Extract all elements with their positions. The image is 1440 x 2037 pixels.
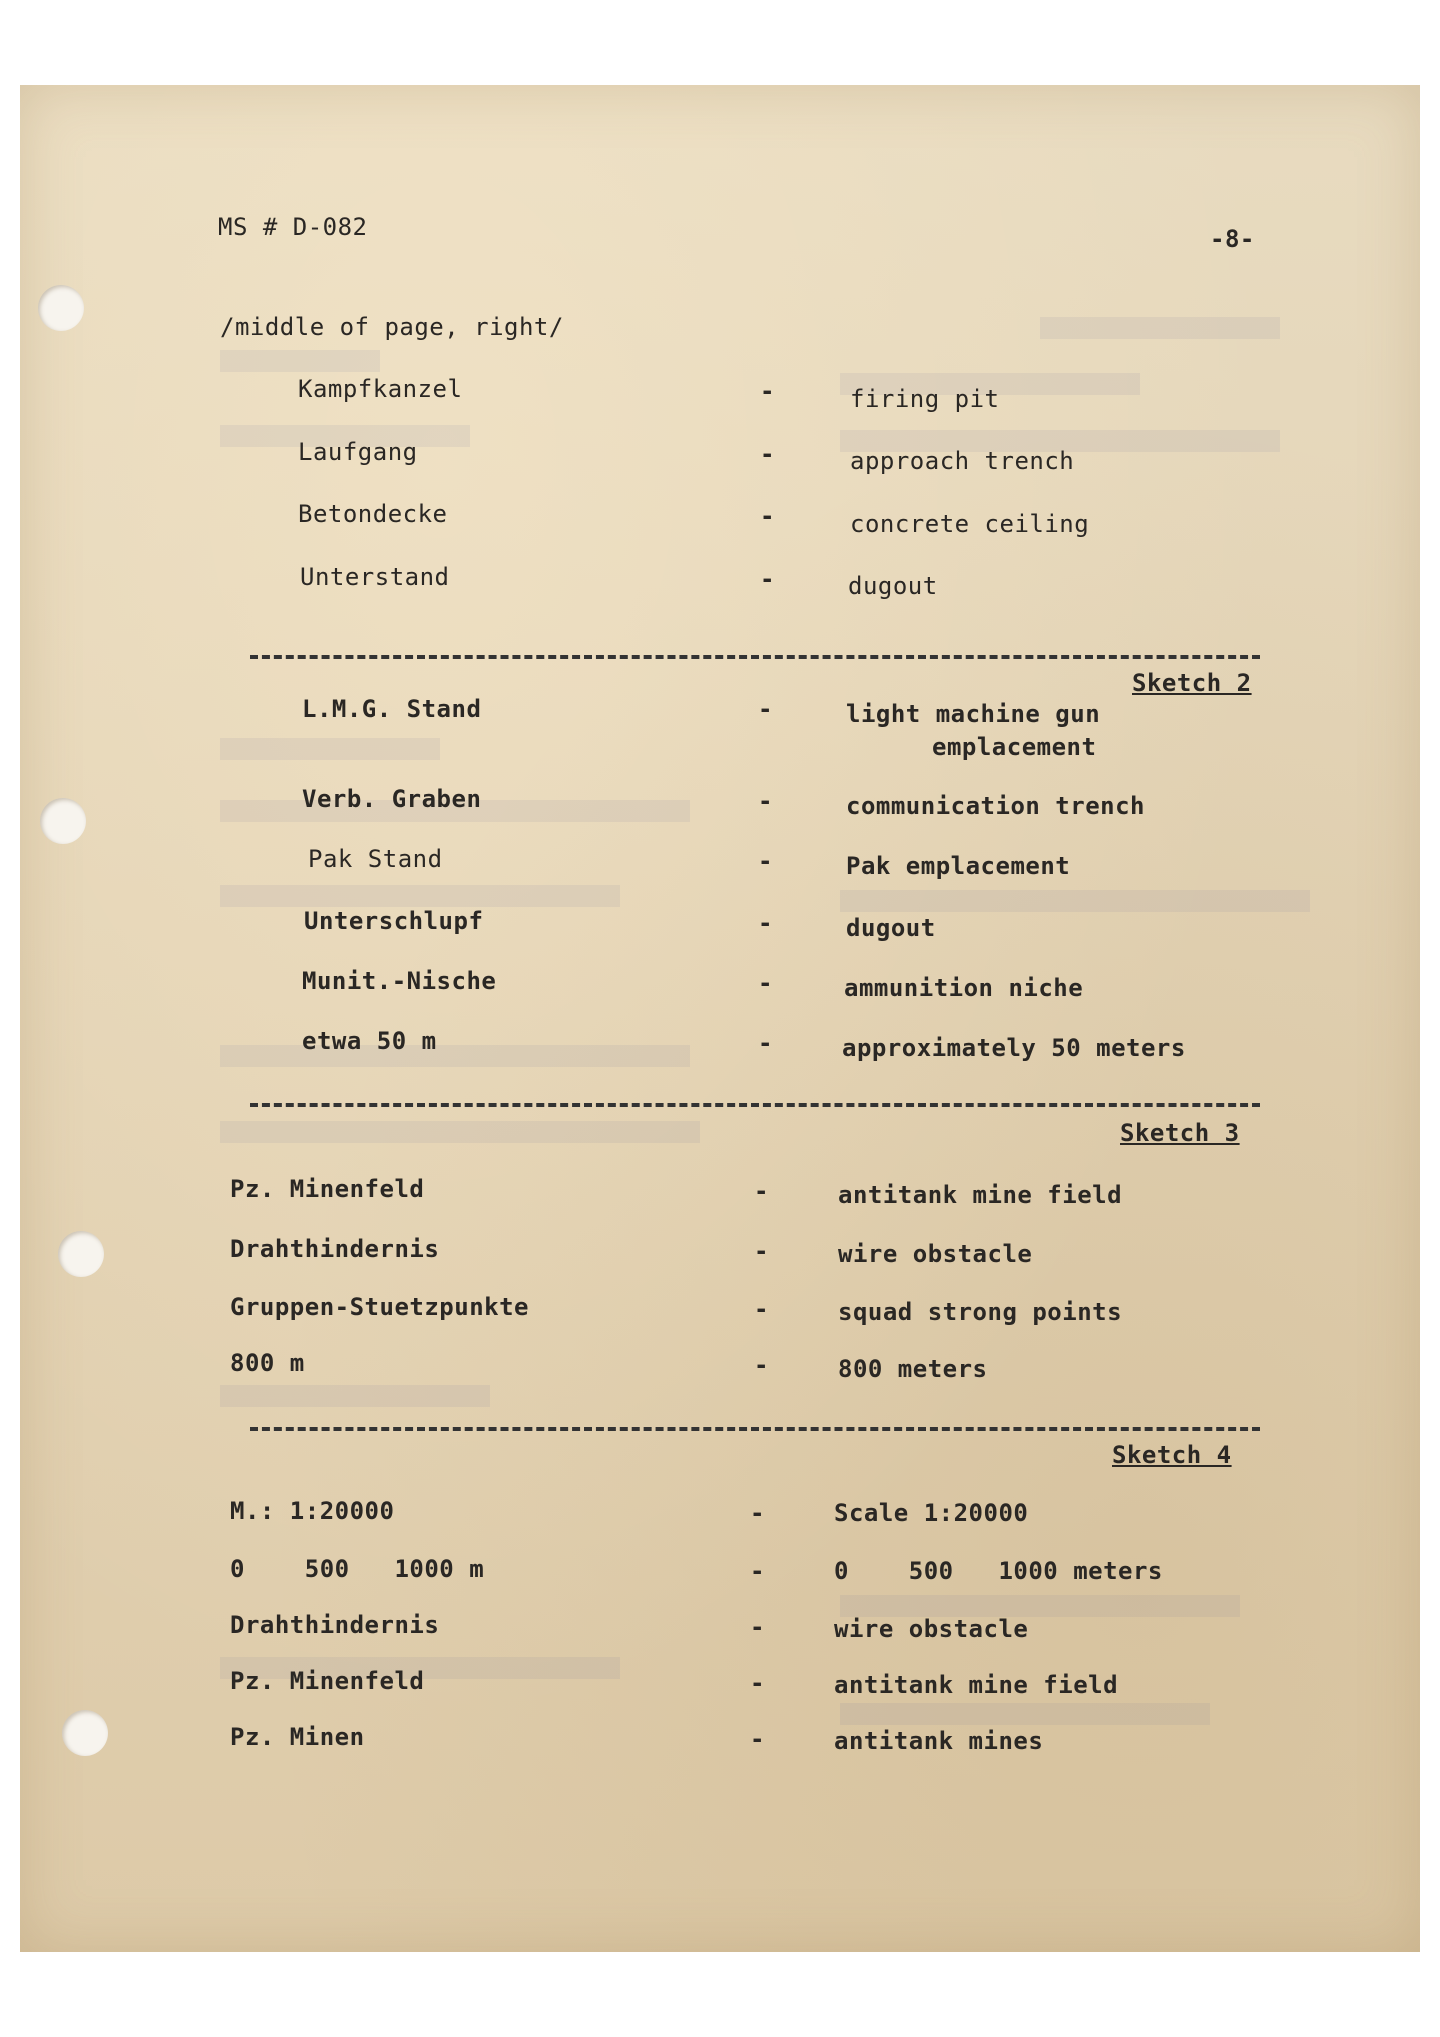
english-term: approach trench [850, 447, 1075, 475]
english-term: antitank mines [834, 1727, 1044, 1755]
row-dash: - [758, 695, 773, 723]
sketch-4-title: Sketch 4 [1112, 1441, 1232, 1469]
row-dash: - [758, 847, 773, 875]
german-term: Unterstand [300, 563, 450, 591]
row-dash: - [754, 1237, 769, 1265]
position-note: /middle of page, right/ [220, 313, 564, 341]
bleed-through-block-13 [840, 1595, 1240, 1617]
german-term: Pz. Minenfeld [230, 1175, 425, 1203]
english-term: squad strong points [838, 1298, 1123, 1326]
german-term: 800 m [230, 1349, 305, 1377]
section-separator [250, 655, 1260, 659]
bleed-through-block-8 [220, 885, 620, 907]
bleed-through-block-6 [220, 738, 440, 760]
row-dash: - [758, 969, 773, 997]
row-dash: - [750, 1499, 765, 1527]
english-term: ammunition niche [844, 974, 1084, 1002]
german-term: etwa 50 m [302, 1027, 437, 1055]
english-term: concrete ceiling [850, 510, 1090, 538]
row-dash: - [750, 1725, 765, 1753]
german-term: Pz. Minen [230, 1723, 365, 1751]
german-term: 0 500 1000 m [230, 1555, 485, 1583]
german-term: Drahthindernis [230, 1235, 440, 1263]
english-term: dugout [848, 572, 938, 600]
english-term: communication trench [846, 792, 1145, 820]
row-dash: - [760, 440, 775, 468]
bleed-through-block-1 [1040, 317, 1280, 339]
english-term: approximately 50 meters [842, 1034, 1186, 1062]
ms-number: MS # D-082 [218, 213, 368, 241]
row-dash: - [760, 565, 775, 593]
row-dash: - [758, 909, 773, 937]
english-term: light machine gun [846, 700, 1101, 728]
document-page [20, 85, 1420, 1952]
row-dash: - [758, 787, 773, 815]
german-term: Unterschlupf [304, 907, 484, 935]
german-term: Verb. Graben [302, 785, 482, 813]
page-number: -8- [1210, 225, 1255, 253]
german-term: Laufgang [298, 438, 418, 466]
german-term: M.: 1:20000 [230, 1497, 395, 1525]
german-term: Munit.-Nische [302, 967, 497, 995]
punch-hole-2 [40, 798, 86, 844]
english-term: Pak emplacement [846, 852, 1071, 880]
row-dash: - [760, 502, 775, 530]
punch-hole-1 [38, 285, 84, 331]
english-term: antitank mine field [834, 1671, 1119, 1699]
row-dash: - [760, 377, 775, 405]
english-term: wire obstacle [834, 1615, 1029, 1643]
sketch-3-title: Sketch 3 [1120, 1119, 1240, 1147]
german-term: Pz. Minenfeld [230, 1667, 425, 1695]
german-term: L.M.G. Stand [302, 695, 482, 723]
row-dash: - [750, 1613, 765, 1641]
german-term: Betondecke [298, 500, 448, 528]
punch-hole-3 [58, 1231, 104, 1277]
english-term: antitank mine field [838, 1181, 1123, 1209]
punch-hole-4 [62, 1710, 108, 1756]
section-separator [250, 1103, 1260, 1107]
english-term: Scale 1:20000 [834, 1499, 1029, 1527]
row-dash: - [758, 1029, 773, 1057]
english-term: 0 500 1000 meters [834, 1557, 1163, 1585]
german-term: Pak Stand [308, 845, 443, 873]
english-term: firing pit [850, 385, 1000, 413]
english-term: wire obstacle [838, 1240, 1033, 1268]
sketch-2-title: Sketch 2 [1132, 669, 1252, 697]
row-dash: - [750, 1669, 765, 1697]
bleed-through-block-15 [840, 1703, 1210, 1725]
row-dash: - [754, 1177, 769, 1205]
german-term: Gruppen-Stuetzpunkte [230, 1293, 529, 1321]
english-term: 800 meters [838, 1355, 988, 1383]
bleed-through-block-10 [220, 1045, 690, 1067]
english-term: dugout [846, 914, 936, 942]
row-dash: - [754, 1295, 769, 1323]
bleed-through-block-12 [220, 1385, 490, 1407]
bleed-through-block-2 [220, 350, 380, 372]
section-separator [250, 1427, 1260, 1431]
german-term: Drahthindernis [230, 1611, 440, 1639]
bleed-through-block-9 [840, 890, 1310, 912]
german-term: Kampfkanzel [298, 375, 463, 403]
english-term-continuation: emplacement [932, 733, 1097, 761]
row-dash: - [754, 1351, 769, 1379]
row-dash: - [750, 1557, 765, 1585]
bleed-through-block-11 [220, 1121, 700, 1143]
